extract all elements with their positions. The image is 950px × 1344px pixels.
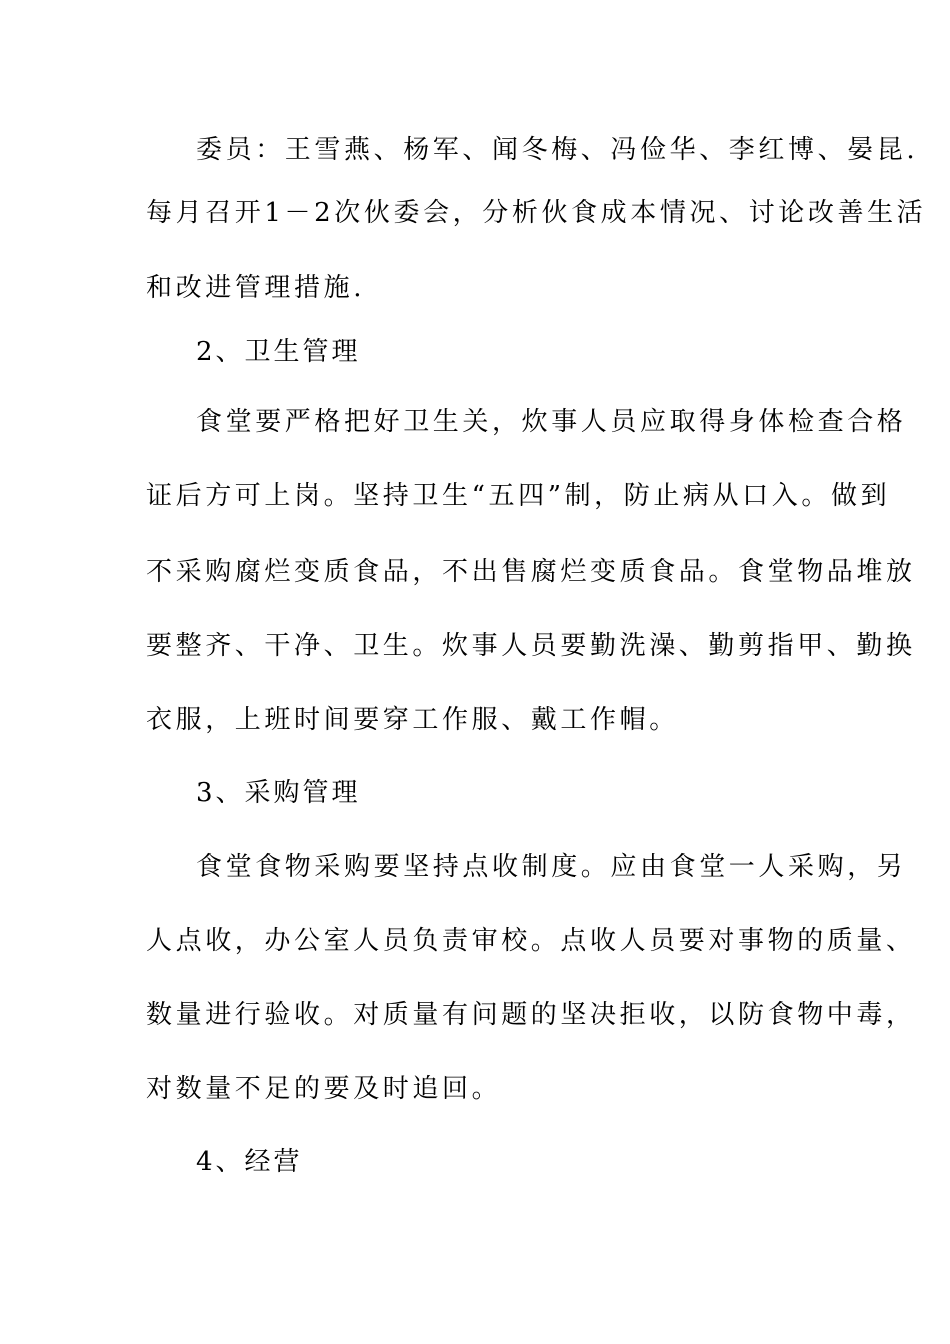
section-heading-operations: 4、经营 bbox=[196, 1147, 303, 1177]
text-line: 数量进行验收。对质量有问题的坚决拒收，以防食物中毒， bbox=[146, 1000, 916, 1030]
text-line: 衣服，上班时间要穿工作服、戴工作帽。 bbox=[146, 705, 679, 735]
text-line: 和改进管理措施. bbox=[146, 273, 366, 303]
section-heading-procurement: 3、采购管理 bbox=[196, 778, 361, 808]
text-line: 不采购腐烂变质食品，不出售腐烂变质食品。食堂物品堆放 bbox=[146, 557, 916, 587]
text-line: 证后方可上岗。坚持卫生“五四”制，防止病从口入。做到 bbox=[146, 481, 891, 511]
text-line: 食堂要严格把好卫生关，炊事人员应取得身体检查合格 bbox=[196, 407, 907, 437]
text-line: 对数量不足的要及时追回。 bbox=[146, 1074, 502, 1104]
text-line: 食堂食物采购要坚持点收制度。应由食堂一人采购，另 bbox=[196, 852, 907, 882]
text-line: 委员：王雪燕、杨军、闻冬梅、冯俭华、李红博、晏昆. bbox=[196, 135, 919, 165]
text-line: 每月召开1－2次伙委会，分析伙食成本情况、讨论改善生活 bbox=[146, 198, 927, 228]
text-line: 要整齐、干净、卫生。炊事人员要勤洗澡、勤剪指甲、勤换 bbox=[146, 631, 916, 661]
section-heading-hygiene: 2、卫生管理 bbox=[196, 337, 361, 367]
text-line: 人点收，办公室人员负责审校。点收人员要对事物的质量、 bbox=[146, 926, 916, 956]
